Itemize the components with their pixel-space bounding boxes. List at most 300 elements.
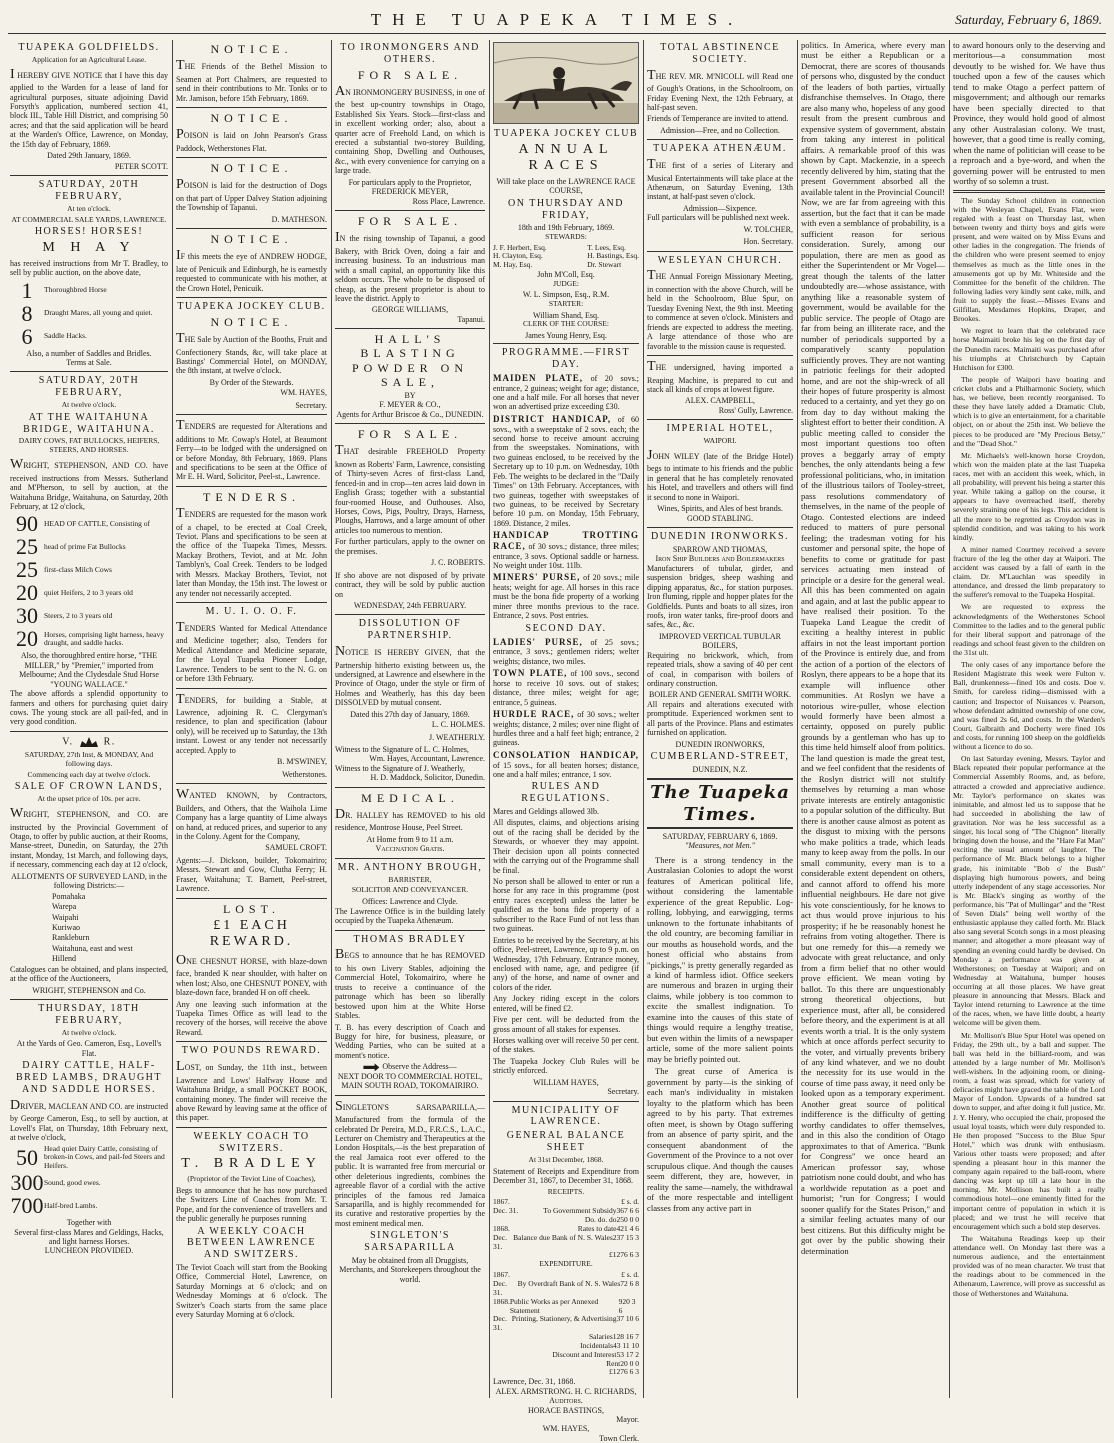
column-2	[172, 40, 331, 1400]
ad-time: Commencing each day at twelve o'clock.	[27, 769, 151, 779]
lot-desc: first-class Milch Cows	[44, 565, 112, 574]
ad-heading: TOTAL ABSTINENCE SOCIETY.	[660, 42, 780, 65]
ledger-value: 37 10 6	[616, 1314, 639, 1324]
ad-heading: TUAPEKA JOCKEY CLUB	[493, 128, 639, 139]
lot-count: 50	[16, 1144, 38, 1170]
ad-note: Admission—Sixpence.	[683, 203, 757, 213]
editorial-continued	[801, 40, 945, 1256]
editorial-conclusion	[953, 40, 1105, 187]
cipher-letter: V.	[62, 736, 74, 748]
ad-subheading: STARTER:	[548, 298, 584, 308]
crown-lands-ad	[10, 735, 168, 995]
ad-place: At the Yards of Geo. Cameron, Esq., Lovell's Flat.	[16, 1039, 162, 1058]
race-entry	[493, 709, 639, 748]
ad-date: SATURDAY, 27th Inst, & MONDAY, And following days.	[24, 749, 154, 768]
lot-row	[10, 1172, 168, 1194]
ad-date: ON THURSDAY AND FRIDAY,	[507, 197, 625, 221]
ad-subheading: At the upset price of 10s. per acre.	[37, 794, 141, 804]
ad-heading: A WEEKLY COACH BETWEEN LAWRENCE AND SWITZERS.	[186, 1225, 316, 1261]
lot-desc: Saddle Hacks.	[44, 331, 87, 341]
list-item: Waitahuna, east and west	[52, 943, 133, 953]
newspaper-title: THE TUAPEKA TIMES.	[370, 10, 744, 29]
ad-body: All repairs and alterations executed with promptitude. Experienced workmen sent to all parts of the Province. Plans and estimates furnished on application.	[647, 699, 793, 738]
ledger-date: Dec. 31.	[493, 1279, 507, 1297]
lot-desc: quiet Heifers, 2 to 3 years old	[44, 588, 133, 597]
race-name: DISTRICT HANDICAP,	[493, 413, 612, 424]
tender-stable	[176, 692, 327, 780]
pocketbook-ad	[176, 1045, 327, 1123]
horse-sale-ad	[10, 179, 168, 367]
ad-note: Catalogues can be obtained, and plans inspected, at the office of the Auctioneers,	[10, 964, 168, 984]
ad-signature: ALEX. CAMPBELL,	[685, 396, 755, 406]
blasting-powder-ad	[335, 332, 485, 419]
ad-heading: MR. ANTHONY BROUGH,	[337, 861, 483, 873]
editorial-date: SATURDAY, FEBRUARY 6, 1869.	[662, 831, 778, 841]
lot-row	[10, 323, 168, 349]
ad-heading: M. U. I. O. O. F.	[205, 606, 298, 618]
ad-body: LOST, on Sunday, the 11th inst., between Lawrence and Lows' Halfway House and Waitahuna Bridge, a small POCKET BOOK, containing money. The finder will receive the above Reward by leaving same at the office of this paper.	[176, 1059, 327, 1123]
race-details: of 20 sovs.; entrance, 2 guineas; weight for age; distance, one and a half mile. For all horses that never won an advertised prize exceeding £30.	[493, 373, 640, 412]
ledger-item: Balance due Bank of N. S. Wales	[513, 1232, 613, 1242]
ad-place: AT COMMERCIAL SALE YARDS, LAWRENCE.	[11, 214, 167, 224]
ad-address: NEXT DOOR TO COMMERCIAL HOTEL, MAIN SOUTH ROAD, TOKOMAIRIRO.	[337, 1071, 483, 1091]
ledger-item: Rent	[606, 1358, 621, 1368]
dairy-sale-ad	[10, 1003, 168, 1256]
stewards-list	[493, 244, 639, 271]
imperial-hotel-ad	[647, 423, 793, 523]
lot-row	[10, 1195, 168, 1217]
ad-heading: TUAPEKA GOLDFIELDS.	[18, 42, 160, 53]
race-details: of 30 sovs.; distance, three miles; entrance, 3 sovs. Optional saddle or harness. No weight under 10st. 11lb.	[493, 541, 639, 570]
ad-note: Wines, Spirits, and Ales of best brands.	[657, 504, 783, 514]
firm-name: SPARROW AND THOMAS,	[672, 544, 768, 554]
lot-desc: Sound, good ewes.	[44, 1177, 101, 1187]
table-row	[493, 1298, 639, 1316]
news-item: The Sunday School children in connection with the Wesleyan Chapel, Evans Flat, were regaled with a feast on Thursday last, when between twenty and thirty boys and girls were present, and were waited on by Miss Evans and other ladies in the congregation. The friends of the children who were present seemed to enjoy themselves as much as the little ones in the amusements got up by Mr. Whiteside and the Committee for the benefit of the children. The following ladies very kindly sent cake, milk, and fruit to supply the feast.—Misses Evans and Gilfillan, Mesdames Hopkins, Draper, and Brookes.	[953, 195, 1105, 324]
ad-body: THE undersigned, having imported a Reaping Machine, is prepared to cut and stack all kinds of crops at lowest figure.	[647, 359, 793, 394]
ad-body: WRIGHT, STEPHENSON, AND CO. have received instructions from Messrs. Sutherland and M'Pherson, to sell by auction, at the Waitahuna Bridge, Waitahuna, on Saturday, 20th February, at 12 o'clock,	[10, 457, 168, 511]
ad-note	[335, 1062, 485, 1071]
ad-body: TENDERS are requested for the mason work of a chapel, to be erected at Coal Creek, Teviot. Plans and specifications to be seen at the office of the Tuapeka Times, Messrs. Mackay Brothers, Teviot, and at Mr. John Tamblyn's, Coal Creek. Tenders to be lodged with Messrs. Mackay Brothers, Teviot, not later than Monday, the 15th inst. The lowest or any tender not necessarily accepted.	[176, 506, 327, 598]
column-1	[6, 40, 172, 1400]
witness-line: Witness to the Signature of J. Weatherly,	[335, 763, 465, 773]
column-4	[489, 40, 643, 1443]
news-item: The people of Waipori have boating and cricket clubs and a Philharmonic Society, which has, we believe, been recently reorganised. To these they have lately added a Dramatic Club, which is to give an entertainment, for a charitable object, on or about the 25th inst. We believe the pieces to be produced are "My Precious Betsy," and the "Dead Shot."	[953, 374, 1105, 448]
ad-heading: IMPERIAL HOTEL,	[666, 423, 774, 435]
ledger-item: Rates to date	[577, 1223, 617, 1233]
district-list	[52, 892, 168, 964]
ad-body: DR. HALLEY has REMOVED to his old residence, Montrose House, Peel Street.	[335, 806, 485, 833]
ad-subheading: JUDGE:	[553, 278, 579, 288]
lot-desc: Steers, 2 to 3 years old	[44, 611, 113, 620]
ledger-heading: EXPENDITURE.	[539, 1259, 593, 1269]
ledger-date	[493, 1360, 606, 1369]
official-name: William Shand, Esq.	[533, 310, 599, 320]
ad-note: Agents:—J. Dickson, builder, Tokomairiro; Messrs. Stewart and Gow, Clutha Ferry; H. Fraser, Waitahuna; T. Barnett, Peel-street, Lawrence.	[176, 855, 327, 894]
ad-signature: J. C. ROBERTS.	[431, 558, 485, 568]
ledger-date	[493, 1351, 552, 1360]
ad-note: Vaccination Gratis.	[375, 844, 445, 854]
ledger-value: 250 0 0	[616, 1215, 639, 1225]
list-item: Waipahi	[52, 912, 79, 922]
hodge-notice	[176, 232, 327, 293]
rule-item: Five per cent. will be deducted from the gross amount of all stakes for expenses.	[493, 1015, 639, 1034]
lot-desc: Head quiet Dairy Cattle, consisting of broken-in Cows, and pail-fed Steers and Heifers.	[44, 1143, 165, 1171]
ad-body: DRIVER, MACLEAN AND CO. are instructed by George Cameron, Esq., to sell by auction, at Lovell's Flat, on Thursday, 18th February next, at twelve o'clock,	[10, 1097, 168, 1143]
ad-subheading: DAIRY CATTLE, HALF-BRED LAMBS, DRAUGHT AND SADDLE HORSES.	[15, 1060, 162, 1095]
lot-desc: Half-bred Lambs.	[44, 1200, 98, 1210]
ledger-date: 1868.	[493, 1296, 510, 1306]
lot-row	[10, 513, 168, 535]
ledger-total: £1276 6 3	[609, 1367, 639, 1377]
editorial-paragraph: politics. In America, where every man must be either a Republican or a Democrat, there are scores of thousands of persons who, disgusted by the conduct of the leaders of both parties, virtually disfranchise themselves. In Otago, there are also many who, hopeless of any good result from the present cumbrous and expensive system of government, abstain from taking any interest in political affairs. A remarkable proof of this was shown by Capt. Mackenzie, in a speech recently delivered by him, stating that the present Government absorbed all the available talent in the Provincial Council! Now, we are far from agreeing with this assertion, but the fact that it can be made with even a semblance of probability, is a sufficient reason for serious consideration. Surely, among our population, there are men as good as either the Superintendent or Mr Vogel—great though the talents of the latter undoubtedly are—whose assistance, with anything like a reasonable system of government, would be available for the public service. The people of Otago are far from being an illiterate race, and the number of periodicals supported by a comparatively scanty population sufficiently proves. They are not wanting in patriotic feelings for their adopted home, and are not the ship-wreck of all their hopes of future prosperity is almost reduced to a certainty, and yet they go on from day to day without making the slightest effort to better their condition. A public meeting called to consider the most important questions too often proves a beggarly array of empty benches, the only attendants being a few professional politicians, who, in imitation of the illustrious tailors of Tooley-street, pass resolutions commendatory of themselves, in the name of the people of Otago. Contested elections are indeed reduced to matters of pure personal feeling; the tradesman voting for his customer and personal spite, the hope of benefits to come or gratitude for past services actuating men instead of principle or a desire for the general weal. All this has been commented on again and again, and at last the public appear to have realised their position. To the Tuapeka Land League the credit of exciting a healthy interest in public affairs in not the least important portion of the Province is entirely due, and from the action of a portion of the electors of Roslyn, there appears to be a hope that its example will influence other communities. At Roslyn we have a notorious wire-puller, whose election would formerly have been almost a certainty, opposed on purely public grounds by a gentleman who has up to this time held himself aloof from politics. The land question is made the great test, and we feel confident that the residents of the Roslyn district will not stultify themselves by returning a man whose private interests are entirely antagonistic to a popular solution of the difficulty. But there is another cause almost as potent as the disgust to mixing with the persons who make politics a trade, which leads many to keep away from the polls. In our small community, every man is to a considerable extent dependent on others, and cannot afford to offend his more influential neighbours. He dare not give his vote conscientiously, for he knows to act thus would prove injurious to his prosperity; if he be reasonably honest he refrains from voting altogether. There is but one remedy for this—a remedy we advocate with great reluctance, and only from a firm belief that no other would prove efficient. We mean voting by ballot. To this there are unquestionably strong theoretical objections, but experience must, after all, be considered before theory, and the experiment is at all events worth a trial. It is the only system which at once affords perfect security to the voter, and virtually prevents bribery of any kind whatever, and we no doubt the necessity for its use would in the course of time pass away, it need only be looked upon as a temporary experiment. Another great source of political indifference is the difficulty of getting worthy candidates to offer themselves, and in this also the condition of Otago approximates to that of America. "Bunk for Congress" we once heard an American professor say, whose patriotism none could doubt, and who has a worldwide reputation as a poet and humorist; "run for Congress; I would sooner qualify for the States Prison," and a similar feeling actuates many of our best citizens. But this difficulty might be got over by the public showing their determination	[801, 40, 945, 1256]
ad-address: CUMBERLAND-STREET,	[650, 751, 790, 763]
news-item: We regret to learn that the celebrated race horse Maimaiti broke his leg on the first day of the Dunedin races. Maimaiti was purchased after his triumphs at Christchurch by Captain Hutchison for £300.	[953, 326, 1105, 372]
official-name: W. L. Simpson, Esq., R.M.	[522, 290, 610, 300]
ad-signature: B. M'SWINEY,	[277, 757, 327, 767]
news-item: Mr. Mollison's Blue Spur Hotel was opened on Friday, the 29th ult., by a ball and supper. The ball was held in the billiard-room, and was attended by a large number of Mr. Mollison's well-wishers. In the adjoining room, or dining-room, a feast was spread, which for variety of delicacies might have graced the table of the Lord Mayor of London. Upwards of a hundred sat down to supper, and after doing it full justice, Mr. J. Y. Henry, who occupied the chair, proposed the usual loyal toasts, which were duly responded to. He then proposed "Success to the Blue Spur Hotel," which was drunk with enthusiasm. Various other toasts were proposed; and after spending a pleasant hour in this manner the company again repaired to the ball-room, where dancing was kept up till a late hour in the morning. Mr. Mollison has built a really commodious hotel—one eminently fitted for the important centre of population in which it is placed; and we trust he will receive that encouragement which such a bold step deserves.	[953, 1030, 1105, 1231]
rule-item: Entries to be received by the Secretary, at his office, Peel-street, Lawrence, up to 9 p.m. on Wednesday, 17th February. Entrance money, enclosed with name, age, and pedigree (if any) of the horse, and name of owner and colors of the rider.	[493, 935, 639, 992]
race-name: LADIES' PURSE,	[493, 636, 583, 647]
auditors-line	[493, 1387, 639, 1406]
ad-note: LUNCHEON PROVIDED.	[44, 1246, 134, 1256]
ad-subheading: BARRISTER,	[388, 874, 432, 884]
jockey-club-notice	[176, 301, 327, 410]
medical-notice	[335, 791, 485, 854]
ad-heading: DUNEDIN IRONWORKS.	[650, 531, 790, 543]
ad-body: THE Sale by Auction of the Booths, Fruit and Confectionery Stands, &c, will take place at Bastings' Commercial Hotel, on MONDAY, the 8th instant, at twelve o'clock.	[176, 331, 327, 376]
abstinence-notice	[647, 42, 793, 135]
editorial-paragraph: to award honours only to the deserving and meritorious—a consummation most devoutly to be wished for. We have thus touched upon a few of the causes which tend to make Otago a perfect pattern of misgovernment; and although our remarks have been specially directed to that Province, they would hold good of almost any other Australasian colony. We trust, however, that a good time is really coming, when the name of politician will cease to be a reproach and a bye-word, and when the governing power will be entrusted to men worthy of so solemn a trust.	[953, 40, 1105, 187]
race-entry	[493, 530, 639, 570]
ledger-total: £1276 6 3	[609, 1250, 639, 1260]
ad-subheading: DAIRY COWS, FAT BULLOCKS, HEIFERS, STEERS, AND HORSES.	[18, 436, 160, 455]
expenditure-table	[493, 1271, 639, 1377]
ad-date: WEDNESDAY, 24th FEBRUARY.	[353, 600, 467, 610]
ledger-value: £ s. d.	[621, 1197, 639, 1207]
steward-name: H. Bastings, Esq.	[587, 251, 639, 261]
ad-note: For further particulars, apply to the owner on the premises.	[335, 537, 485, 556]
lot-count: 300	[10, 1170, 44, 1196]
local-news	[953, 196, 1105, 1298]
ledger-date: Dec. 31.	[493, 1206, 519, 1216]
tender-hotel	[176, 418, 327, 482]
ad-body: Requiring no brickwork, which, from repeated trials, show a saving of 40 per cent of coal, in comparison with boilers of ordinary construction.	[647, 650, 793, 689]
ad-time: At twelve o'clock.	[61, 1027, 117, 1037]
news-item: Mr. Michaels's well-known horse Croydon, which won the maiden plate at the last Tuapeka races, met with an accident this week, which, in all probability, will prevent his being a starter this year. While taking a gallop on the course, it appears to have overreached itself, thereby severely straining one of his legs. This accident is all the more to be regretted as Croydon was in splendid condition, and was taking to his work kindly.	[953, 450, 1105, 542]
ad-heading: FOR SALE.	[357, 67, 463, 82]
race-name: TOWN PLATE,	[493, 668, 568, 679]
witness-name: H. D. Maddock, Solicitor, Dunedin.	[370, 773, 485, 783]
race-name: MAIDEN PLATE,	[493, 372, 583, 383]
rule-item: Horses walking over will receive 50 per cent. of the stakes.	[493, 1036, 639, 1055]
race-details: of 60 sovs., with a sweepstake of 2 sovs. each; the second horse to receive amount accruing from the sweepstakes. Nominations, with two guineas enclosed, to be received by the Secretary up to 10 p.m. on Wednesday, 10th Feb. The weights to be declared in the "Daily Times" on 13th February. Acceptances, with two guineas, together with sweepstakes of two guineas, to be received by Secretary before 10 p.m. on Monday, 15th February, 1869. Distance, 2 miles.	[493, 414, 639, 528]
ad-body: The Lawrence Office is in the building lately occupied by the Tuapeka Athenæum.	[335, 906, 485, 926]
ad-signature: WRIGHT, STEPHENSON and Co.	[32, 985, 146, 995]
ad-heading: HALL'S BLASTING POWDER ON SALE,	[352, 332, 468, 389]
ad-heading: SALE OF CROWN LANDS,	[14, 781, 164, 793]
lot-count: 25	[16, 557, 38, 583]
receipts-table	[493, 1198, 639, 1260]
ad-note: Full particulars will be published next week.	[647, 213, 790, 223]
race-entry	[493, 637, 639, 666]
ad-note: Several first-class Mares and Geldings, Hacks, and light harness Horses.	[14, 1227, 164, 1246]
editorial-article	[647, 855, 793, 1213]
lot-desc: Thoroughbred Horse	[44, 285, 107, 295]
ad-subheading: WAIPORI.	[703, 436, 737, 446]
ad-note: By Order of the Stewards.	[209, 377, 294, 387]
ledger-item: Salaries	[589, 1332, 613, 1342]
ad-note: If sho above are not disposed of by private contract, they will be sold by public auction on	[335, 570, 485, 599]
steward-name: John M'Coll, Esq.	[537, 270, 595, 280]
column-5	[643, 40, 797, 1400]
table-row	[493, 1368, 639, 1377]
ledger-item: Printing, Stationery, & Advertising	[511, 1314, 617, 1324]
ad-signature: L. C. HOLMES.	[431, 720, 485, 730]
lot-row	[10, 628, 168, 650]
programme-heading: SECOND DAY.	[525, 622, 607, 634]
table-row	[493, 1315, 639, 1333]
ledger-item: By Overdraft Bank of N. S. Wales	[517, 1279, 621, 1289]
ad-subheading: ALLOTMENTS OF SURVEYED LAND, in the following Districts:—	[11, 871, 167, 891]
list-item: Hillend	[52, 954, 76, 964]
ad-terms: Terms at Sale.	[66, 358, 112, 367]
royal-cipher	[10, 735, 168, 749]
ad-signature-title: Town Clerk.	[599, 1433, 639, 1443]
ad-place: Will take place on the LAWRENCE RACE COURSE,	[496, 176, 636, 196]
ad-body: Begs to announce that he has now purchased the Switzers Line of Coaches from Mr. T. Pope, and for the convenience of travellers and the public generally he purposes running	[176, 1185, 327, 1224]
proprietor-name: T. BRADLEY	[181, 1156, 322, 1172]
lot-row	[10, 582, 168, 604]
ad-heading: MUNICIPALITY OF LAWRENCE.	[511, 1104, 621, 1128]
ad-body: THE Friends of the Bethel Mission to Seamen at Port Chalmers, are requested to send in their contributions to Mr. Tonks or to Mr. Jamison, before 15th February, 1869.	[176, 58, 327, 103]
ad-heading: TUAPEKA ATHENÆUM.	[653, 143, 787, 155]
lot-count: 90	[16, 511, 38, 537]
ad-body: AN IRONMONGERY BUSINESS, in one of the best up-country townships in Otago, Established Six Years. Stock—first-class and in excellent working order; also, about a quarter acre of Freehold Land, on which is erected a substantial two-storey Building, containing Shop, Dwelling and Outhouses, &c., with every convenience for carrying on a large trade.	[335, 83, 485, 176]
ad-heading: TWO POUNDS REWARD.	[181, 1045, 322, 1057]
table-row	[493, 1234, 639, 1252]
lot-count: 20	[16, 580, 38, 606]
lot-count: 20	[16, 626, 38, 652]
coach-ad	[176, 1131, 327, 1320]
race-details: of 20 sovs.; mile heats; weight for age. All horses in this race must be the bona fide property of a working miner three months previous to the race. Entrance, 2 sovs. Post entries.	[493, 573, 639, 621]
ad-body: The Teviot Coach will start from the Booking Office, Commercial Hotel, Lawrence, on Saturday Mornings at 6 o'clock; and on Wednesday Mornings at 6 o'clock. The Switzer's Coach starts from the same place every Saturday Morning at 6 o'clock.	[176, 1262, 327, 1320]
ad-body: JOHN WILEY (late of the Bridge Hotel) begs to intimate to his friends and the public in general that he has completely renovated his Hotel, and travellers and others will find it second to none in Waipori.	[647, 447, 793, 502]
column-7	[949, 40, 1109, 1400]
ledger-value: £ s. d.	[621, 1270, 639, 1280]
ledger-item: Incidentals	[580, 1340, 614, 1350]
steward-name: Dr. Stewart	[587, 260, 622, 270]
ad-subheading: Iron Ship Builders and Boilermakers	[655, 554, 785, 564]
ledger-value: 237 15 3	[612, 1232, 639, 1242]
lot-desc: Draught Mares, all young and quiet.	[44, 308, 153, 318]
race-details: of 15 sovs., for all beaten horses; distance, one and a half miles; entrance, 1 sov.	[493, 760, 639, 779]
ad-body: Any one leaving such information at the Tuapeka Times Office as will lead to the recovery of the horses, will receive the above Reward.	[176, 999, 327, 1037]
ad-body: T. B. has every description of Coach and Buggy for hire, for business, pleasure, or Wedding Parties, who can be suited at a moment's notice.	[335, 1022, 485, 1060]
ad-heading: FOR SALE.	[357, 214, 463, 229]
rule-item: All disputes, claims, and objections arising out of the racing shall be decided by the Stewards, or whoever they may appoint. Their decision upon all points connected with the carrying out of the Programme shall be final.	[493, 818, 639, 875]
ad-body: ONE CHESNUT HORSE, with blaze-down face, branded K near shoulder, with halter on when lost; Also, one CHESNUT PONEY, with blaze-down face, branded H on off cheek.	[176, 952, 327, 998]
dissolution-notice	[335, 618, 485, 782]
ad-signature: J. WEATHERLY.	[428, 732, 485, 742]
rule-item: Mares and Geldings allowed 3lb.	[493, 806, 599, 816]
ad-address: Tapanui.	[457, 314, 485, 324]
cipher-letter: R.	[103, 736, 116, 748]
ad-time: At ten o'clock.	[67, 203, 111, 213]
news-item: A miner named Courtney received a severe fracture of the leg the other day at Waipori. The accident was caused by a fall of earth in the claim. Dr. M'Lauchlan was speedily in attendance, and dressed the limb preparatory to the sufferer's removal to the Tuapeka Hospital.	[953, 544, 1105, 600]
dog-poison-notice	[176, 161, 327, 224]
ledger-date: 1867.	[493, 1197, 510, 1207]
ad-signature: HORACE BASTINGS,	[527, 1405, 604, 1415]
reaping-ad	[647, 359, 793, 415]
ad-signature: FREDERICK MEYER,	[371, 187, 449, 197]
lot-count: 6	[21, 323, 33, 349]
ad-heading: WEEKLY COACH TO SWITZERS.	[193, 1130, 310, 1154]
race-name: MINERS' PURSE,	[493, 572, 581, 583]
ad-body: Friends of Temperance are invited to attend.	[647, 114, 789, 124]
ad-date: 18th and 19th February, 1869.	[517, 223, 615, 233]
royal-crest-icon	[78, 735, 100, 749]
ad-heading: TENDERS.	[203, 489, 300, 504]
race-details: of 30 sovs.; welter weights; distance, 2 miles; over nine flight of hurdles three and a half feet high; entrance, 2 guineas.	[493, 709, 639, 748]
ledger-date	[493, 1368, 609, 1377]
ad-subheading: IMPROVED VERTICAL TUBULAR BOILERS,	[658, 631, 782, 651]
ad-body: TENDERS, for building a Stable, at Lawrence, adjoining R. C. Clergyman's residence, to plan and specification (labour only), will be received up to Saturday, the 13th instant. Lowest or any tender not necessarily accepted. Apply to	[176, 691, 327, 755]
ad-heading: NOTICE.	[210, 232, 293, 247]
ad-signature-title: Hon. Secretary.	[743, 237, 793, 247]
race-name: CONSOLATION HANDICAP,	[493, 749, 639, 760]
ad-heading: FOR SALE.	[357, 427, 463, 442]
column-6	[797, 40, 949, 1400]
ad-place: AT THE WAITAHUNA BRIDGE, WAITAHUNA.	[23, 411, 155, 435]
ad-heading: NOTICE.	[210, 314, 293, 329]
ad-heading: THOMAS BRADLEY	[353, 933, 467, 945]
lot-count: 8	[21, 300, 33, 326]
ad-note: The above affords a splendid opportunity to farmers and others for purchasing quiet dairy cows. The young stock are all pail-fed, and in very good condition.	[10, 689, 168, 727]
ad-body: Manufacturers of tubular, girder, and suspension bridges, sheep washing and dipping apparatus, &c., for station purposes. Iron fluming, ripple and hopper plates for the Goldfields. Punts and boats to all sizes, iron roofs, iron water tanks, fire-proof doors and safes, &c., &c.	[647, 563, 793, 630]
ad-signature: W. TOLCHER,	[743, 224, 793, 234]
ad-subheading: SOLICITOR AND CONVEYANCER.	[351, 885, 469, 895]
table-row	[493, 1280, 639, 1298]
ad-signature: D. MATHESON.	[271, 214, 327, 224]
column-3	[331, 40, 489, 1400]
ledger-date: Dec. 31.	[493, 1314, 507, 1333]
racehorse-icon	[494, 43, 638, 123]
ad-date: Dated this 27th day of January, 1869.	[350, 709, 470, 719]
ad-address: Ross' Gully, Lawrence.	[718, 405, 793, 415]
list-item: Kuriwao	[52, 922, 80, 932]
lime-company-ad	[176, 787, 327, 893]
ad-note: Agents for Arthur Briscoe & Co., DUNEDIN.	[336, 409, 484, 419]
ad-heading: HORSES! HORSES!	[34, 226, 144, 238]
rule-item: No person shall be allowed to enter or run a horse for any race in this programme (post entry races excepted) unless the latter be qualified as the bona fide property of a subscriber to the Race Fund of not less than two guineas.	[493, 877, 639, 934]
balance-sheet	[493, 1105, 639, 1443]
ad-heading: LOST.	[222, 901, 281, 916]
ad-body: THAT desirable FREEHOLD Property known as Roberts' Farm, Lawrence, consisting of Thirty-seven Acres of first-class Land, fenced-in and in crop—ten acres laid down in English Grass; together with a substantial four-roomed House, and Outhouses. Also, Horses, Cows, Pigs, Poultry, Drays, Harness, Ploughs, Harrows, and a large amount of other articles too numerous to mention.	[335, 443, 485, 535]
race-details: of 100 sovs., second horse to receive 10 sovs. out of stakes; distance, three miles; weight for age; entrance, 5 guineas.	[493, 669, 639, 707]
rule-item: The Tuapeka Jockey Club Rules will be strictly enforced.	[493, 1056, 639, 1076]
farm-sale-ad	[335, 427, 485, 610]
ad-heading: GENERAL BALANCE SHEET	[506, 1130, 626, 1154]
ledger-item: To Government Subsidy	[543, 1206, 617, 1216]
programme-heading: PROGRAMME.—FIRST DAY.	[501, 347, 631, 371]
masthead	[8, 6, 1106, 34]
rules-heading: RULES AND REGULATIONS.	[521, 781, 611, 805]
ad-note: GOOD STABLING.	[686, 513, 754, 523]
ad-signature: WM. HAYES,	[542, 1424, 590, 1434]
ad-heading: MEDICAL.	[361, 790, 459, 805]
race-entry	[493, 668, 639, 707]
news-item: The Waitahuna Readings keep up their attendance well. On Monday last there was a numerous audience, and the entertainment provided was of no mean character. We trust that the readings about to be commenced in the Athenæum, Lawrence, will prove as successful as those of Wetherstones and Waitahuna.	[953, 1233, 1105, 1298]
ad-body: Statement of Receipts and Expenditure from December 31, 1867, to December 31, 1868.	[493, 1166, 639, 1186]
wesleyan-notice	[647, 255, 793, 351]
ad-note: BY	[404, 390, 416, 400]
official-name: James Young Henry, Esq.	[525, 330, 607, 340]
ad-body: POISON is laid on John Pearson's Grass Paddock, Wetherstones Flat.	[176, 127, 327, 153]
race-details: of 25 sovs.; entrance, 3 sovs.; gentlemen riders; welter weights; distance, two miles.	[493, 637, 640, 666]
steward-name: J. F. Herbert, Esq.	[493, 242, 547, 252]
ad-note: For particulars apply to the Proprietor,	[348, 177, 472, 187]
pointing-hand-icon	[363, 1063, 379, 1071]
ad-heading: WESLEYAN CHURCH.	[657, 254, 783, 266]
ad-signature: SAMUEL CROFT.	[265, 843, 327, 853]
paper-nameplate: The Tuapeka Times.	[647, 778, 793, 828]
ad-subheading: BOILER AND GENERAL SMITH WORK.	[649, 690, 791, 700]
witness-line: Witness to the Signature of L. C. Holmes,	[335, 745, 469, 755]
ad-signature-title: Secretary.	[295, 400, 327, 410]
ad-heading: ANNUAL RACES	[518, 141, 614, 174]
ad-heading: DISSOLUTION OF PARTNERSHIP.	[358, 618, 462, 642]
ad-subheading: CLERK OF THE COURSE:	[523, 319, 609, 329]
ad-signature: PETER SCOTT.	[114, 161, 168, 171]
ad-body: TENDERS Wanted for Medical Attendance and Medicine together; also, Tenders for Medical Attendance and Medicine separate, for the Loyal Tuapeka Pioneer Lodge, Lawrence. Tenders to be sent to the N. G. on or before 13th February.	[176, 619, 327, 684]
lot-count: 1	[21, 277, 33, 303]
ledger-value: 421 4 6	[616, 1223, 639, 1233]
ad-time: At twelve o'clock.	[61, 400, 117, 410]
muoof-notice	[176, 606, 327, 684]
ad-subheading: STEWARDS:	[545, 231, 587, 241]
ad-heading: THURSDAY, 18TH FEBRUARY,	[38, 1003, 140, 1026]
lot-count: 700	[10, 1193, 44, 1219]
ad-heading: SATURDAY, 20TH FEBRUARY,	[38, 375, 140, 399]
lot-desc: Horses, comprising light harness, heavy draught, and saddle hacks.	[44, 629, 164, 648]
ad-heading: SATURDAY, 20TH FEBRUARY,	[38, 179, 140, 202]
lot-desc: head of prime Fat Bullocks	[44, 542, 126, 551]
ledger-value: 72 6 8	[620, 1279, 639, 1289]
ad-body: BEGS to announce that he has REMOVED to his own Livery Stables, adjoining the Commercial Hotel, Tokomairiro, where he trusts to receive a continuance of the patronage which has been so liberally bestowed upon him at the White Horse Stables.	[335, 947, 485, 1021]
steward-name: T. Lees, Esq.	[587, 242, 626, 252]
editorial-paragraph: There is a strong tendency in the Australasian Colonies to adopt the worst features of American political life, without considering the lamentable experience of the great Republic. Log-rolling, lobbying, and earwigging, terms unknown to the fortunate inhabitants of the old country, are becoming familiar in our mouths as household words, and the honest official who abstains from "pickings," is pretty generally regarded as a kind of harmless idiot. Office seekers are numerous and brazen in urging their claims, while jobbery is too common to excite the smallest indignation. To examine into the causes of this state of things would require a lengthy treatise, but even within the limits of a newspaper article, some of the more salient points may be briefly pointed out.	[647, 854, 793, 1064]
list-item: Warepa	[52, 902, 77, 912]
ad-heading: NOTICE.	[210, 161, 293, 176]
ad-signature: WILLIAM HAYES,	[533, 1077, 599, 1087]
ad-date: At 31st December, 1868.	[528, 1154, 604, 1164]
ad-date: Lawrence, Dec. 31, 1868.	[493, 1377, 576, 1387]
ledger-date: Dec. 31.	[493, 1232, 507, 1251]
livery-stables-ad	[335, 934, 485, 1091]
ad-signature: WM. HAYES,	[280, 388, 327, 398]
ledger-date	[493, 1333, 589, 1342]
witness-name: Wm. Hayes, Accountant, Lawrence.	[369, 754, 485, 764]
horse-race-illustration	[493, 42, 639, 124]
ledger-value: 20 0 0	[620, 1358, 639, 1368]
ad-body: SINGLETON'S SARSAPARILLA,—Manufactured from the formula of the celebrated Dr Pereira, M.D., F.R.C.S., L.A.C., Lecturer on Chemistry and Therapeutics at the London Hospitals,—is the best preparation of the real Jamaica root ever offered to the public. It is warranted free from mercurial or other deleterious ingredients, combines the agreeable flavor of a cordial with the active principles of the famous red Jamaica Sarsaparilla, and is highly recommended for its curative and restorative properties by the most eminent medical men.	[335, 1098, 485, 1228]
ironworks-ad	[647, 531, 793, 774]
ad-note: May be obtained from all Druggists, Merchants, and Storekeepers throughout the world.	[339, 1255, 481, 1284]
ad-heading: NOTICE.	[210, 110, 293, 125]
goldfields-notice	[10, 42, 168, 171]
lot-row	[10, 1145, 168, 1172]
